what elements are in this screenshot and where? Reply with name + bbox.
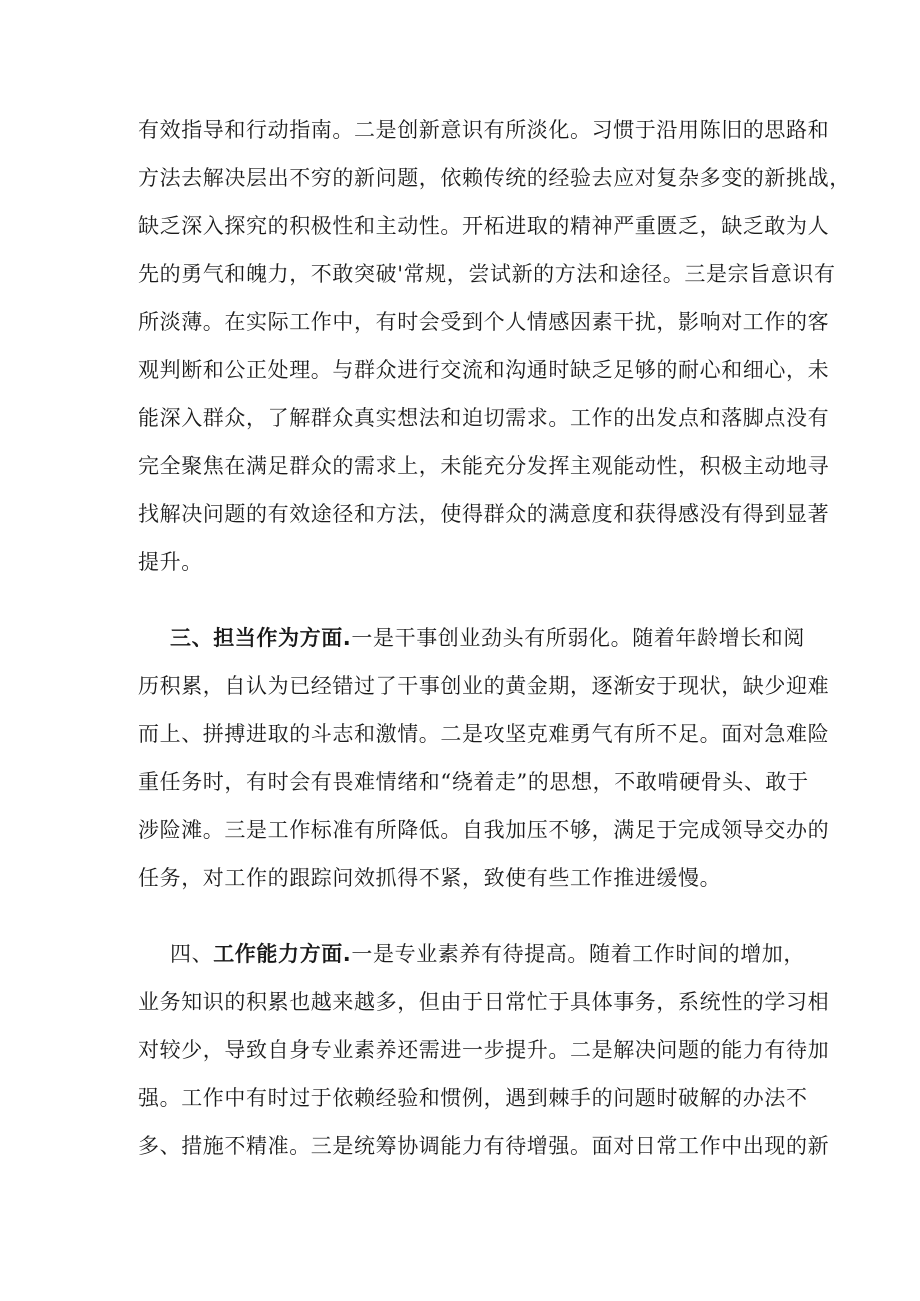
text-line: 观判断和公正处理。与群众进行交流和沟通时缺乏足够的耐心和细心，未 [138,358,830,382]
section-heading: 工作能力方面. [213,942,352,966]
text-line: 历积累，自认为已经错过了干事创业的黄金期，逐渐安于现状，缺少迎难 [138,674,830,698]
text-line: 缺乏深入探究的积极性和主动性。开柘进取的精神严重匮乏，缺乏敢为人 [138,214,830,238]
text-line: 找解决问题的有效途径和方法，使得群众的满意度和获得感没有得到显著 [138,502,830,526]
text-line: 提升。 [138,550,203,574]
text-line: 重任务时，有时会有畏难情绪和“绕着走”的思想，不敢啃硬骨头、敢于 [138,770,809,794]
text-line: 业务知识的积累也越来越多，但由于日常忙于具体事务，系统性的学习相 [138,990,830,1014]
text-line: 能深入群众，了解群众真实想法和迫切需求。工作的出发点和落脚点没有 [138,406,830,430]
text-line: 方法去解决层出不穷的新问题，依赖传统的经验去应对复杂多变的新挑战， [138,166,851,190]
text-line: 完全聚焦在满足群众的需求上，未能充分发挥主观能动性，积极主动地寻 [138,454,830,478]
text-line: 任务，对工作的跟踪问效抓得不紧，致使有些工作推进缓慢。 [138,866,722,890]
text-line: 对较少，导致自身专业素养还需进一步提升。二是解决问题的能力有待加 [138,1038,830,1062]
text-line [170,936,805,972]
section-heading: 三、担当作为方面. [170,626,352,650]
text-run: 一是干事创业劲头有所弱化。随着年龄增长和阅 [351,626,805,650]
text-run: 一是专业素养有待提高。随着工作时间的增加， [351,942,805,966]
text-line: 所淡薄。在实际工作中，有时会受到个人情感因素干扰，影响对工作的客 [138,310,830,334]
text-line: 多、措施不精准。三是统筹协调能力有待增强。面对日常工作中出现的新 [138,1134,830,1158]
section-number: 四、 [170,942,214,966]
text-line: 先的勇气和魄力，不敢突破'常规，尝试新的方法和途径。三是宗旨意识有 [138,262,836,286]
text-line [170,620,805,656]
text-line: 而上、拼搏进取的斗志和激情。二是攻坚克难勇气有所不足。面对急难险 [138,722,830,746]
text-line: 有效指导和行动指南。二是创新意识有所淡化。习惯于沿用陈旧的思路和 [138,118,830,142]
text-line: 强。工作中有时过于依赖经验和惯例，遇到棘手的问题时破解的办法不 [138,1086,808,1110]
text-line: 涉险滩。三是工作标准有所降低。自我加压不够，满足于完成领导交办的 [138,818,830,842]
